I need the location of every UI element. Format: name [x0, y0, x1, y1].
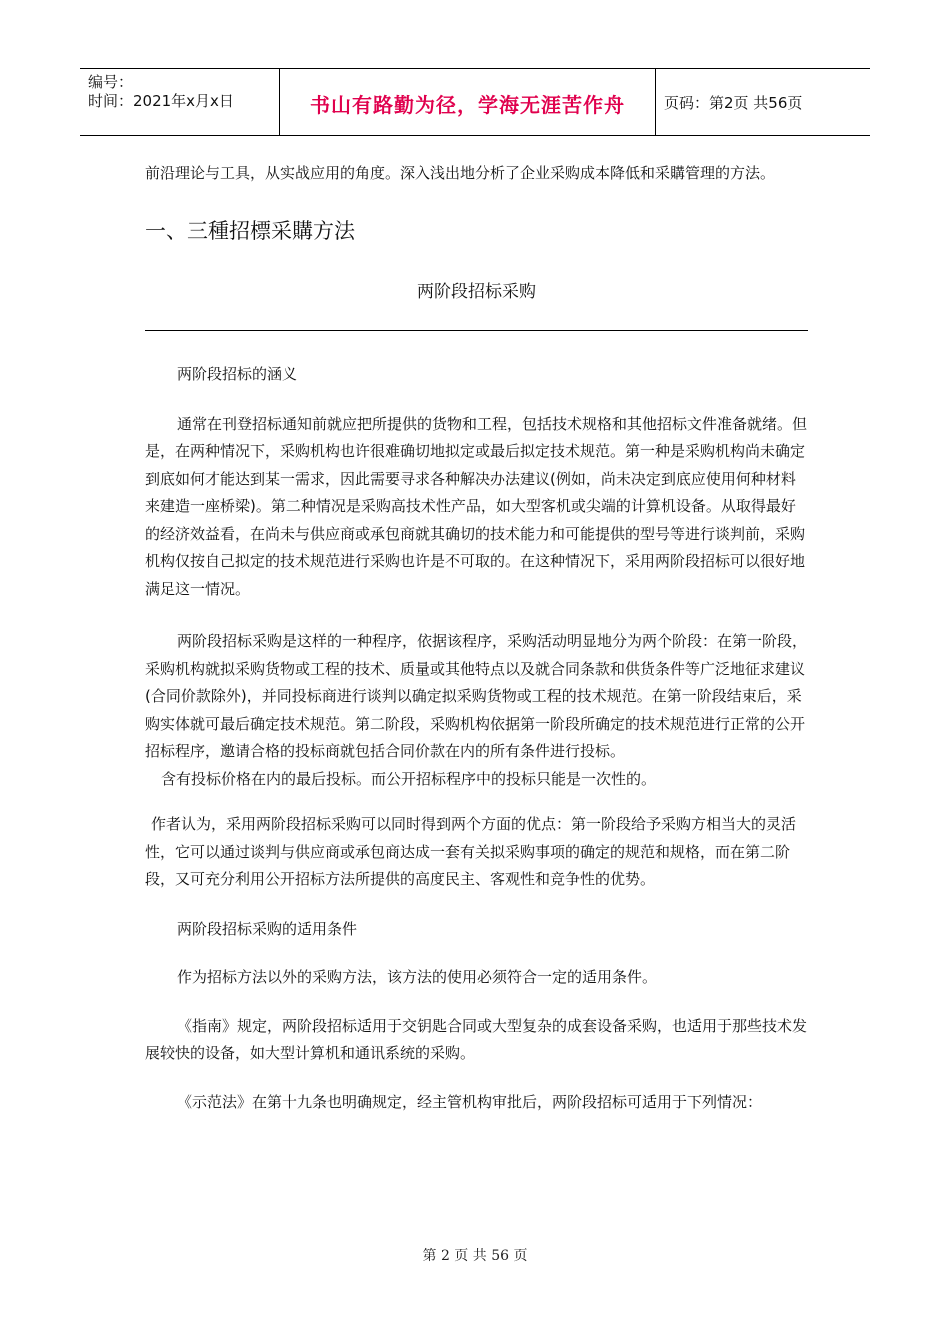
paragraph-6: 《指南》规定，两阶段招标适用于交钥匙合同或大型复杂的成套设备采购，也适用于那些技术发展较快的设备，如大型计算机和通讯系统的采购。: [145, 1016, 808, 1062]
paragraph-2: 两阶段招标采购是这样的一种程序，依据该程序，采购活动明显地分为两个阶段：在第一阶段，采购机构就拟采购货物或工程的技术、质量或其他特点以及就合同条款和供货条件等广泛地征求建议(合同价款除外)，并同投标商进行谈判以确定拟采购货物或工程的技术规范。在第一阶段结束后，采购实体就可最后确定技术规范。第二阶段，采购机构依据第一阶段所确定的技术规范进行正常的公开招标程序，邀请合格的投标商就包括合同价款在内的所有条件进行投标。: [145, 632, 808, 760]
paragraph-5: 作为招标方法以外的采购方法，该方法的使用必须符合一定的适用条件。: [177, 968, 658, 986]
paragraph-1: 通常在刊登招标通知前就应把所提供的货物和工程，包括技术规格和其他招标文件准备就绪。但是，在两种情况下，采购机构也许很难确切地拟定或最后拟定技术规范。第一种是采购机构尚未确定到底如何才能达到某一需求，因此需要寻求各种解决办法建议(例如，尚未决定到底应使用何种材料来建造一座桥梁)。第二种情况是采购高技术性产品，如大型客机或尖端的计算机设备。从取得最好的经济效益看，在尚未与供应商或承包商就其确切的技术能力和可能提供的型号等进行谈判前，采购机构仅按自己拟定的技术规范进行采购也许是不可取的。在这种情况下，采用两阶段招标可以很好地满足这一情况。: [145, 414, 808, 598]
heading-conditions: 两阶段招标采购的适用条件: [177, 919, 358, 938]
intro-line: 前沿理论与工具，从实战应用的角度。深入浅出地分析了企业采购成本降低和采購管理的方法。: [145, 164, 776, 182]
header-meta: [80, 69, 280, 135]
section-title: 一、三種招標采購方法: [145, 218, 355, 243]
page-footer: 第 2 页 共 56 页: [422, 1248, 528, 1264]
number-label: 编号：: [88, 73, 134, 91]
paragraph-3: 含有投标价格在内的最后投标。而公开招标程序中的投标只能是一次性的。: [161, 769, 657, 788]
header-motto: 书山有路勤为径，学海无涯苦作舟: [280, 69, 656, 135]
document-body: [145, 160, 808, 1116]
subtitle: 两阶段招标采购: [417, 281, 536, 302]
heading-meaning: 两阶段招标的涵义: [177, 365, 298, 383]
time-label: 时间：2021年x月x日: [88, 92, 234, 110]
header-table: [80, 68, 870, 136]
paragraph-4: 作者认为，采用两阶段招标采购可以同时得到两个方面的优点：第一阶段给予采购方相当大的灵活性，它可以通过谈判与供应商或承包商达成一套有关拟采购事项的确定的规范和规格，而在第二阶段，又可充分利用公开招标方法所提供的高度民主、客观性和竞争性的优势。: [145, 815, 797, 888]
header-page-info: 页码：第2页 共56页: [664, 93, 803, 112]
paragraph-7: 《示范法》在第十九条也明确规定，经主管机构审批后，两阶段招标可适用于下列情况：: [177, 1092, 763, 1111]
